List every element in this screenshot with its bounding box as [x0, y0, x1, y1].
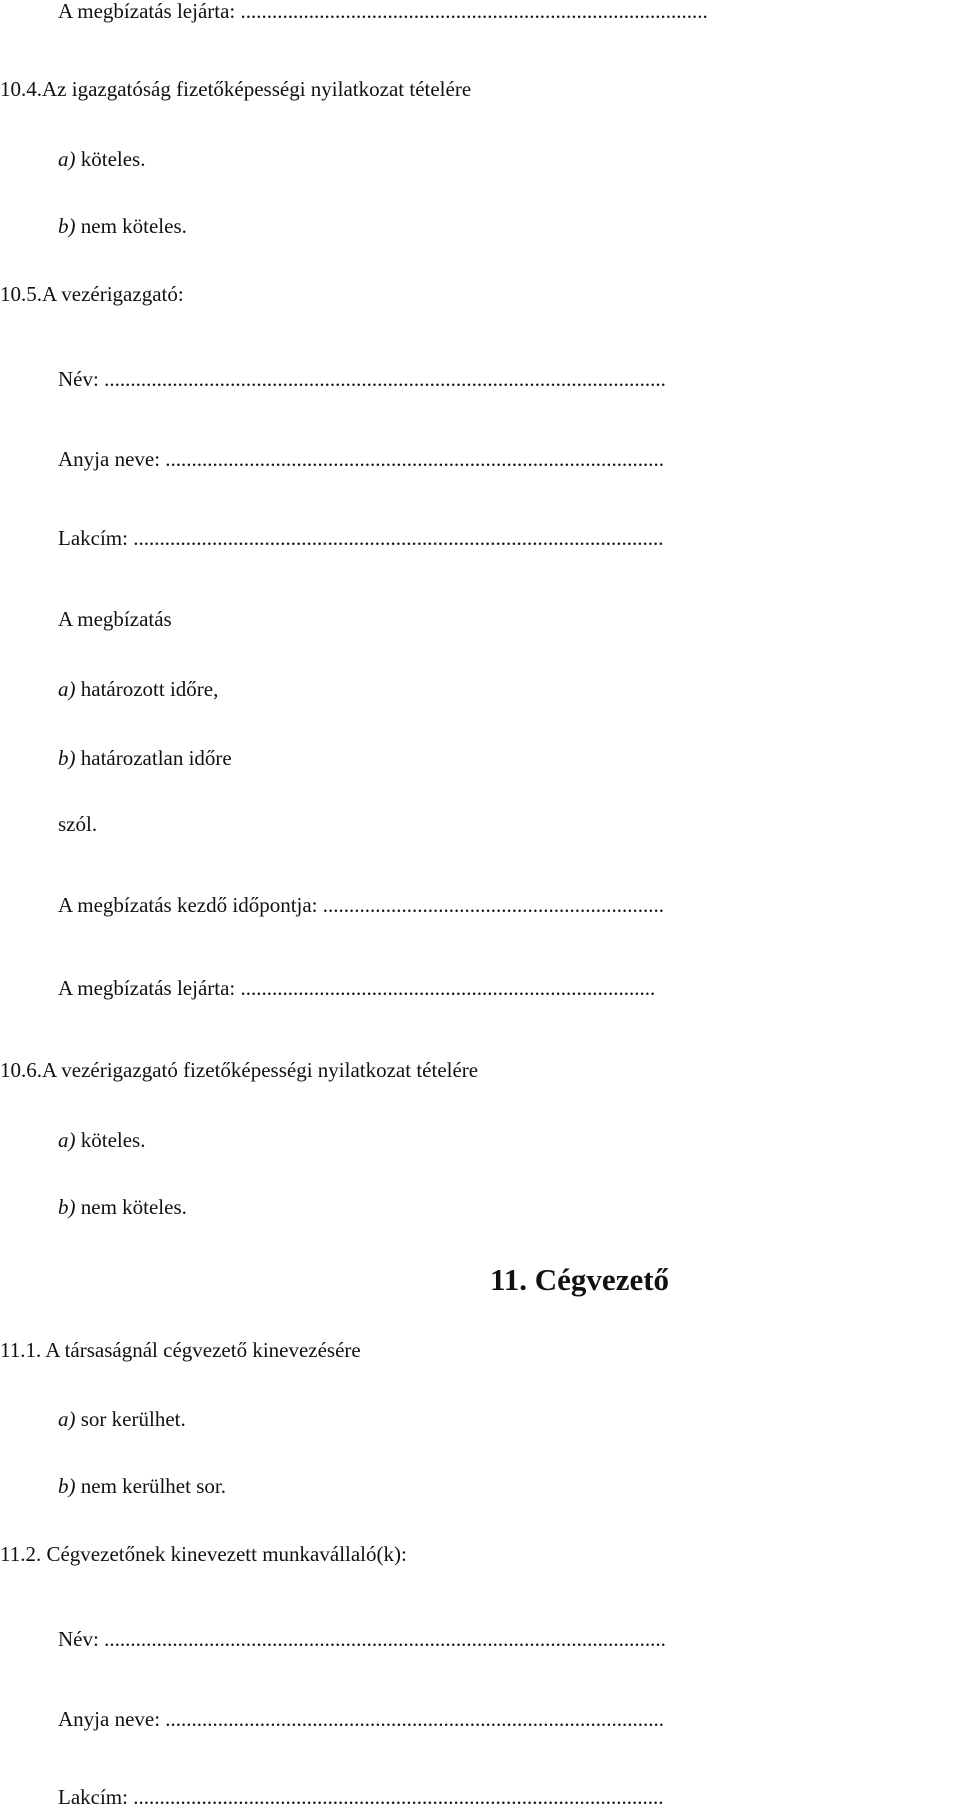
s10-5-option-b [58, 745, 232, 771]
section-10-5-number: 10.5. [0, 282, 42, 306]
section-10-6-number: 10.6. [0, 1058, 42, 1082]
s10-5-anyja-line [58, 446, 664, 472]
nev-field-text: Név: ........................................................................................................... [58, 367, 666, 391]
section-11-1-number: 11.1. [0, 1338, 42, 1362]
section-10-4-title [0, 76, 471, 102]
option-label-b: b) [58, 1195, 76, 1219]
section-10-4-text: Az igazgatóság fizetőképességi nyilatkozat tételére [42, 77, 472, 101]
section-11-heading: 11. Cégvezető [490, 1262, 670, 1297]
s10-3-lejarta-line [58, 0, 708, 24]
s10-5-lakcim-line [58, 525, 663, 551]
section-10-4-number: 10.4. [0, 77, 42, 101]
s10-4-option-a [58, 146, 145, 172]
section-11-2-number: 11.2. [0, 1542, 42, 1566]
lejarta-field-text: A megbízatás lejárta: ............................................................................... [58, 976, 656, 1000]
option-label-a: a) [58, 147, 76, 171]
s10-4-option-b [58, 213, 187, 239]
section-10-5-text: A vezérigazgató: [42, 282, 184, 306]
s10-5-kezdo-line [58, 892, 664, 918]
option-text: határozott időre, [80, 677, 219, 701]
s10-5-lejarta-line [58, 975, 655, 1001]
s10-5-option-a [58, 676, 218, 702]
option-label-a: a) [58, 677, 76, 701]
option-label-a: a) [58, 1128, 76, 1152]
s10-5-megbizatas-line [58, 606, 172, 632]
anyja-field-text: Anyja neve: ............................................................................................... [58, 1707, 665, 1731]
anyja-field-text: Anyja neve: ............................................................................................... [58, 447, 665, 471]
s10-6-option-a [58, 1127, 145, 1153]
option-label-b: b) [58, 214, 76, 238]
szol-text: szól. [58, 812, 98, 836]
option-text: nem kerülhet sor. [80, 1474, 226, 1498]
s11-2-anyja-line [58, 1706, 664, 1732]
section-11-2-title [0, 1541, 407, 1567]
megbizatas-text: A megbízatás [58, 607, 172, 631]
option-text: sor kerülhet. [80, 1407, 186, 1431]
option-label-b: b) [58, 1474, 76, 1498]
s10-5-nev-line [58, 366, 666, 392]
section-11-1-text: A társaságnál cégvezető kinevezésére [45, 1338, 361, 1362]
s11-1-option-a [58, 1406, 186, 1432]
option-text: nem köteles. [80, 214, 187, 238]
lakcim-field-text: Lakcím: ..................................................................................................... [58, 526, 664, 550]
s10-6-option-b [58, 1194, 187, 1220]
section-11-1-title [0, 1337, 361, 1363]
option-label-a: a) [58, 1407, 76, 1431]
section-10-5-title [0, 281, 184, 307]
option-text: határozatlan időre [80, 746, 232, 770]
section-10-6-title [0, 1057, 478, 1083]
option-text: nem köteles. [80, 1195, 187, 1219]
s11-1-option-b [58, 1473, 226, 1499]
option-text: köteles. [80, 147, 146, 171]
lakcim-field-text: Lakcím: ..................................................................................................... [58, 1785, 664, 1809]
s10-5-szol-line [58, 811, 97, 837]
section-10-6-text: A vezérigazgató fizetőképességi nyilatkozat tételére [42, 1058, 479, 1082]
kezdo-field-text: A megbízatás kezdő időpontja: ................................................................. [58, 893, 665, 917]
s11-2-lakcim-line [58, 1784, 663, 1810]
nev-field-text: Név: ........................................................................................................... [58, 1627, 666, 1651]
s11-2-nev-line [58, 1626, 666, 1652]
option-label-b: b) [58, 746, 76, 770]
section-11-2-text: Cégvezetőnek kinevezett munkavállaló(k): [46, 1542, 407, 1566]
s10-3-lejarta-text: A megbízatás lejárta: ......................................................................................... [58, 0, 708, 23]
option-text: köteles. [80, 1128, 146, 1152]
